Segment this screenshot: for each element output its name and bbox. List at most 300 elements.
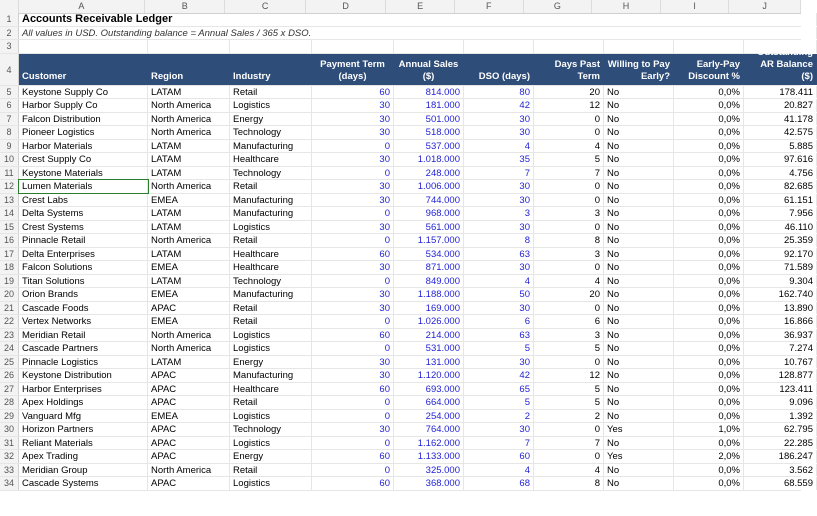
table-cell[interactable]: Pinnacle Logistics xyxy=(19,356,148,369)
table-cell[interactable]: 30 xyxy=(464,194,534,207)
table-cell[interactable]: Vanguard Mfg xyxy=(19,410,148,423)
table-cell[interactable]: 0,0% xyxy=(674,261,744,274)
table-cell[interactable]: Retail xyxy=(230,180,312,193)
table-cell[interactable]: 42 xyxy=(464,99,534,112)
row-number-16[interactable]: 16 xyxy=(0,234,19,247)
table-cell[interactable]: 6 xyxy=(464,315,534,328)
table-cell[interactable]: Cascade Foods xyxy=(19,302,148,315)
column-header-e[interactable]: E xyxy=(386,0,455,13)
table-cell[interactable]: 0 xyxy=(312,234,394,247)
table-cell[interactable]: No xyxy=(604,99,674,112)
column-title[interactable]: Customer xyxy=(19,54,148,85)
empty-cell[interactable] xyxy=(674,40,744,53)
table-cell[interactable]: 744.000 xyxy=(394,194,464,207)
table-cell[interactable]: 0,0% xyxy=(674,221,744,234)
table-cell[interactable]: 0 xyxy=(312,315,394,328)
table-cell[interactable]: 0,0% xyxy=(674,356,744,369)
table-cell[interactable]: 0 xyxy=(534,221,604,234)
column-title[interactable]: DSO (days) xyxy=(464,54,534,85)
table-cell[interactable]: 30 xyxy=(312,180,394,193)
row-number-23[interactable]: 23 xyxy=(0,329,19,342)
table-cell[interactable]: No xyxy=(604,167,674,180)
table-cell[interactable]: LATAM xyxy=(148,248,230,261)
table-cell[interactable]: 1.133.000 xyxy=(394,450,464,463)
table-cell[interactable]: Retail xyxy=(230,86,312,99)
table-cell[interactable]: 1.188.000 xyxy=(394,288,464,301)
table-cell[interactable]: 5 xyxy=(534,342,604,355)
table-cell[interactable]: 60 xyxy=(312,383,394,396)
table-cell[interactable]: 1.026.000 xyxy=(394,315,464,328)
table-cell[interactable]: Keystone Materials xyxy=(19,167,148,180)
table-cell[interactable]: 63 xyxy=(464,329,534,342)
table-cell[interactable]: 501.000 xyxy=(394,113,464,126)
table-cell[interactable]: 0 xyxy=(534,261,604,274)
table-cell[interactable]: 4 xyxy=(534,275,604,288)
table-cell[interactable]: LATAM xyxy=(148,167,230,180)
table-cell[interactable]: Energy xyxy=(230,356,312,369)
table-cell[interactable]: 5 xyxy=(464,342,534,355)
table-cell[interactable]: EMEA xyxy=(148,315,230,328)
table-cell[interactable]: 0,0% xyxy=(674,99,744,112)
column-header-j[interactable]: J xyxy=(729,0,801,13)
table-cell[interactable]: APAC xyxy=(148,423,230,436)
table-cell[interactable]: No xyxy=(604,288,674,301)
table-cell[interactable]: 1.006.000 xyxy=(394,180,464,193)
table-cell[interactable]: 3 xyxy=(534,207,604,220)
table-cell[interactable]: 63 xyxy=(464,248,534,261)
table-cell[interactable]: 30 xyxy=(312,288,394,301)
table-cell[interactable]: Manufacturing xyxy=(230,369,312,382)
table-cell[interactable]: 0,0% xyxy=(674,383,744,396)
table-cell[interactable]: LATAM xyxy=(148,86,230,99)
table-cell[interactable]: 68 xyxy=(464,477,534,490)
table-cell[interactable]: Delta Systems xyxy=(19,207,148,220)
table-cell[interactable]: 68.559 xyxy=(744,477,817,490)
table-cell[interactable]: 35 xyxy=(464,153,534,166)
table-cell[interactable]: 8 xyxy=(464,234,534,247)
table-cell[interactable]: 60 xyxy=(312,450,394,463)
table-cell[interactable]: 1,0% xyxy=(674,423,744,436)
table-cell[interactable]: 0 xyxy=(312,140,394,153)
table-cell[interactable]: No xyxy=(604,248,674,261)
table-cell[interactable]: 16.866 xyxy=(744,315,817,328)
table-cell[interactable]: No xyxy=(604,396,674,409)
table-cell[interactable]: Pinnacle Retail xyxy=(19,234,148,247)
column-title[interactable]: Outstanding AR Balance ($) xyxy=(744,54,817,85)
row-number-17[interactable]: 17 xyxy=(0,248,19,261)
table-cell[interactable]: 30 xyxy=(464,423,534,436)
table-cell[interactable]: 30 xyxy=(312,99,394,112)
table-cell[interactable]: Logistics xyxy=(230,99,312,112)
table-cell[interactable]: No xyxy=(604,180,674,193)
table-cell[interactable]: Harbor Supply Co xyxy=(19,99,148,112)
table-cell[interactable]: APAC xyxy=(148,383,230,396)
table-cell[interactable]: 71.589 xyxy=(744,261,817,274)
table-cell[interactable]: No xyxy=(604,369,674,382)
table-cell[interactable]: Logistics xyxy=(230,477,312,490)
table-cell[interactable]: No xyxy=(604,302,674,315)
table-cell[interactable]: 8 xyxy=(534,477,604,490)
row-number-12[interactable]: 12 xyxy=(0,180,19,193)
table-cell[interactable]: 30 xyxy=(464,126,534,139)
column-header-i[interactable]: I xyxy=(661,0,730,13)
table-cell[interactable]: Yes xyxy=(604,450,674,463)
table-cell[interactable]: 30 xyxy=(464,302,534,315)
table-cell[interactable]: 162.740 xyxy=(744,288,817,301)
table-cell[interactable]: North America xyxy=(148,99,230,112)
table-cell[interactable]: 178.411 xyxy=(744,86,817,99)
table-cell[interactable]: 1.157.000 xyxy=(394,234,464,247)
table-cell[interactable]: 30 xyxy=(312,369,394,382)
table-cell[interactable]: 214.000 xyxy=(394,329,464,342)
table-cell[interactable]: No xyxy=(604,234,674,247)
table-cell[interactable]: 13.890 xyxy=(744,302,817,315)
table-cell[interactable]: 4 xyxy=(464,275,534,288)
row-number-3[interactable]: 3 xyxy=(0,40,19,53)
table-cell[interactable]: 518.000 xyxy=(394,126,464,139)
table-cell[interactable]: North America xyxy=(148,113,230,126)
table-cell[interactable]: 36.937 xyxy=(744,329,817,342)
table-cell[interactable]: 30 xyxy=(464,356,534,369)
row-number-34[interactable]: 34 xyxy=(0,477,19,490)
table-cell[interactable]: 2 xyxy=(534,410,604,423)
table-cell[interactable]: Healthcare xyxy=(230,248,312,261)
table-cell[interactable]: 62.795 xyxy=(744,423,817,436)
table-cell[interactable]: 82.685 xyxy=(744,180,817,193)
table-cell[interactable]: No xyxy=(604,221,674,234)
table-cell[interactable]: 30 xyxy=(464,221,534,234)
column-title[interactable]: Willing to Pay Early? xyxy=(604,54,674,85)
table-cell[interactable]: No xyxy=(604,410,674,423)
table-cell[interactable]: 0,0% xyxy=(674,248,744,261)
row-number-30[interactable]: 30 xyxy=(0,423,19,436)
table-cell[interactable]: No xyxy=(604,477,674,490)
table-cell[interactable]: 12 xyxy=(534,99,604,112)
table-cell[interactable]: 25.359 xyxy=(744,234,817,247)
table-cell[interactable]: 0 xyxy=(312,464,394,477)
table-cell[interactable]: EMEA xyxy=(148,288,230,301)
table-cell[interactable]: 9.304 xyxy=(744,275,817,288)
table-cell[interactable]: 0,0% xyxy=(674,207,744,220)
table-cell[interactable]: Meridian Group xyxy=(19,464,148,477)
column-header-h[interactable]: H xyxy=(592,0,661,13)
table-cell[interactable]: 0,0% xyxy=(674,396,744,409)
table-cell[interactable]: Logistics xyxy=(230,410,312,423)
table-cell[interactable]: 1.018.000 xyxy=(394,153,464,166)
table-cell[interactable]: 3 xyxy=(464,207,534,220)
table-cell[interactable]: Logistics xyxy=(230,221,312,234)
table-cell[interactable]: 12 xyxy=(534,369,604,382)
table-cell[interactable]: 0 xyxy=(534,302,604,315)
table-cell[interactable]: EMEA xyxy=(148,410,230,423)
table-cell[interactable]: Cascade Partners xyxy=(19,342,148,355)
table-cell[interactable]: Keystone Distribution xyxy=(19,369,148,382)
column-title[interactable]: Industry xyxy=(230,54,312,85)
column-title[interactable]: Region xyxy=(148,54,230,85)
table-cell[interactable]: No xyxy=(604,261,674,274)
table-cell[interactable]: No xyxy=(604,329,674,342)
empty-cell[interactable] xyxy=(534,40,604,53)
table-cell[interactable]: 9.096 xyxy=(744,396,817,409)
table-cell[interactable]: Keystone Supply Co xyxy=(19,86,148,99)
table-cell[interactable]: 30 xyxy=(312,153,394,166)
row-number-7[interactable]: 7 xyxy=(0,113,19,126)
table-cell[interactable]: Pioneer Logistics xyxy=(19,126,148,139)
table-cell[interactable]: 4 xyxy=(534,140,604,153)
table-cell[interactable]: 0,0% xyxy=(674,477,744,490)
table-cell[interactable]: Manufacturing xyxy=(230,288,312,301)
table-cell[interactable]: No xyxy=(604,194,674,207)
table-cell[interactable]: 0 xyxy=(534,356,604,369)
table-cell[interactable]: APAC xyxy=(148,302,230,315)
table-cell[interactable]: 22.285 xyxy=(744,437,817,450)
row-number-29[interactable]: 29 xyxy=(0,410,19,423)
table-cell[interactable]: No xyxy=(604,315,674,328)
table-cell[interactable]: Harbor Enterprises xyxy=(19,383,148,396)
table-cell[interactable]: 4.756 xyxy=(744,167,817,180)
table-cell[interactable]: No xyxy=(604,140,674,153)
table-cell[interactable]: 0,0% xyxy=(674,126,744,139)
sheet-title[interactable]: Accounts Receivable Ledger xyxy=(19,13,817,26)
table-cell[interactable]: 30 xyxy=(312,113,394,126)
table-cell[interactable]: 30 xyxy=(312,356,394,369)
table-cell[interactable]: 61.151 xyxy=(744,194,817,207)
row-number-26[interactable]: 26 xyxy=(0,369,19,382)
table-cell[interactable]: No xyxy=(604,437,674,450)
table-cell[interactable]: 0 xyxy=(312,396,394,409)
table-cell[interactable]: Technology xyxy=(230,423,312,436)
table-cell[interactable]: 30 xyxy=(312,302,394,315)
column-header-b[interactable]: B xyxy=(145,0,225,13)
table-cell[interactable]: 0 xyxy=(312,437,394,450)
table-cell[interactable]: 92.170 xyxy=(744,248,817,261)
table-cell[interactable]: North America xyxy=(148,329,230,342)
table-cell[interactable]: 871.000 xyxy=(394,261,464,274)
column-title[interactable]: Annual Sales ($) xyxy=(394,54,464,85)
table-cell[interactable]: 1.162.000 xyxy=(394,437,464,450)
table-cell[interactable]: Healthcare xyxy=(230,153,312,166)
table-cell[interactable]: No xyxy=(604,113,674,126)
table-cell[interactable]: 20.827 xyxy=(744,99,817,112)
table-cell[interactable]: 97.616 xyxy=(744,153,817,166)
table-cell[interactable]: 5.885 xyxy=(744,140,817,153)
table-cell[interactable]: 5 xyxy=(464,396,534,409)
table-cell[interactable]: 30 xyxy=(312,126,394,139)
sheet-subtitle[interactable]: All values in USD. Outstanding balance = Annual Sales / 365 x DSO. xyxy=(19,27,817,40)
table-cell[interactable]: 60 xyxy=(312,248,394,261)
column-header-d[interactable]: D xyxy=(306,0,386,13)
empty-cell[interactable] xyxy=(19,40,148,53)
table-cell[interactable]: 169.000 xyxy=(394,302,464,315)
table-cell[interactable]: Orion Brands xyxy=(19,288,148,301)
row-number-2[interactable]: 2 xyxy=(0,27,19,40)
empty-cell[interactable] xyxy=(394,40,464,53)
table-cell[interactable]: EMEA xyxy=(148,194,230,207)
table-cell[interactable]: 4 xyxy=(464,140,534,153)
table-cell[interactable]: 0,0% xyxy=(674,167,744,180)
column-header-a[interactable]: A xyxy=(19,0,145,13)
table-cell[interactable]: North America xyxy=(148,180,230,193)
table-cell[interactable]: Crest Systems xyxy=(19,221,148,234)
table-cell[interactable]: 0 xyxy=(312,410,394,423)
table-cell[interactable]: 0,0% xyxy=(674,180,744,193)
table-cell[interactable]: 693.000 xyxy=(394,383,464,396)
table-cell[interactable]: Logistics xyxy=(230,342,312,355)
table-cell[interactable]: APAC xyxy=(148,437,230,450)
table-cell[interactable]: Healthcare xyxy=(230,383,312,396)
table-cell[interactable]: 60 xyxy=(464,450,534,463)
table-cell[interactable]: 60 xyxy=(312,86,394,99)
table-cell[interactable]: 537.000 xyxy=(394,140,464,153)
table-cell[interactable]: 764.000 xyxy=(394,423,464,436)
table-cell[interactable]: 561.000 xyxy=(394,221,464,234)
table-cell[interactable]: 1.392 xyxy=(744,410,817,423)
row-number-10[interactable]: 10 xyxy=(0,153,19,166)
table-cell[interactable]: 123.411 xyxy=(744,383,817,396)
table-cell[interactable]: 4 xyxy=(534,464,604,477)
table-cell[interactable]: Titan Solutions xyxy=(19,275,148,288)
table-cell[interactable]: Technology xyxy=(230,275,312,288)
table-cell[interactable]: Cascade Systems xyxy=(19,477,148,490)
table-cell[interactable]: Retail xyxy=(230,302,312,315)
row-number-28[interactable]: 28 xyxy=(0,396,19,409)
table-cell[interactable]: No xyxy=(604,153,674,166)
table-cell[interactable]: 6 xyxy=(534,315,604,328)
table-cell[interactable]: 0 xyxy=(312,167,394,180)
column-header-c[interactable]: C xyxy=(225,0,305,13)
table-cell[interactable]: 0,0% xyxy=(674,288,744,301)
table-cell[interactable]: 534.000 xyxy=(394,248,464,261)
table-cell[interactable]: Vertex Networks xyxy=(19,315,148,328)
table-cell[interactable]: 7.956 xyxy=(744,207,817,220)
table-cell[interactable]: 80 xyxy=(464,86,534,99)
table-cell[interactable]: APAC xyxy=(148,396,230,409)
row-number-1[interactable]: 1 xyxy=(0,13,19,26)
row-number-20[interactable]: 20 xyxy=(0,288,19,301)
table-cell[interactable]: 8 xyxy=(534,234,604,247)
table-cell[interactable]: Energy xyxy=(230,113,312,126)
table-cell[interactable]: 0,0% xyxy=(674,153,744,166)
table-cell[interactable]: Technology xyxy=(230,126,312,139)
table-cell[interactable]: 7 xyxy=(534,167,604,180)
table-cell[interactable]: 0,0% xyxy=(674,140,744,153)
table-cell[interactable]: 2 xyxy=(464,410,534,423)
table-cell[interactable]: No xyxy=(604,126,674,139)
empty-cell[interactable] xyxy=(464,40,534,53)
table-cell[interactable]: 128.877 xyxy=(744,369,817,382)
table-cell[interactable]: No xyxy=(604,86,674,99)
row-number-19[interactable]: 19 xyxy=(0,275,19,288)
empty-cell[interactable] xyxy=(148,40,230,53)
row-number-18[interactable]: 18 xyxy=(0,261,19,274)
table-cell[interactable]: Lumen Materials xyxy=(19,180,148,193)
table-cell[interactable]: 186.247 xyxy=(744,450,817,463)
table-cell[interactable]: 0,0% xyxy=(674,194,744,207)
table-cell[interactable]: Delta Enterprises xyxy=(19,248,148,261)
table-cell[interactable]: 5 xyxy=(534,383,604,396)
table-cell[interactable]: 10.767 xyxy=(744,356,817,369)
table-cell[interactable]: 4 xyxy=(464,464,534,477)
table-cell[interactable]: Manufacturing xyxy=(230,140,312,153)
table-cell[interactable]: 0,0% xyxy=(674,329,744,342)
table-cell[interactable]: 0 xyxy=(534,113,604,126)
table-cell[interactable]: 0,0% xyxy=(674,369,744,382)
table-cell[interactable]: Retail xyxy=(230,315,312,328)
table-cell[interactable]: 7.274 xyxy=(744,342,817,355)
table-cell[interactable]: 0,0% xyxy=(674,464,744,477)
table-cell[interactable]: LATAM xyxy=(148,207,230,220)
table-cell[interactable]: Apex Trading xyxy=(19,450,148,463)
table-cell[interactable]: Meridian Retail xyxy=(19,329,148,342)
table-cell[interactable]: 1.120.000 xyxy=(394,369,464,382)
table-cell[interactable]: 30 xyxy=(312,261,394,274)
table-cell[interactable]: 65 xyxy=(464,383,534,396)
row-number-27[interactable]: 27 xyxy=(0,383,19,396)
table-cell[interactable]: 849.000 xyxy=(394,275,464,288)
table-cell[interactable]: 254.000 xyxy=(394,410,464,423)
table-cell[interactable]: 368.000 xyxy=(394,477,464,490)
empty-cell[interactable] xyxy=(604,40,674,53)
table-cell[interactable]: North America xyxy=(148,234,230,247)
table-cell[interactable]: No xyxy=(604,275,674,288)
table-cell[interactable]: 0,0% xyxy=(674,410,744,423)
table-cell[interactable]: Technology xyxy=(230,167,312,180)
table-cell[interactable]: 42 xyxy=(464,369,534,382)
table-cell[interactable]: Apex Holdings xyxy=(19,396,148,409)
table-cell[interactable]: 0,0% xyxy=(674,315,744,328)
table-cell[interactable]: 60 xyxy=(312,477,394,490)
table-cell[interactable]: 181.000 xyxy=(394,99,464,112)
table-cell[interactable]: 0,0% xyxy=(674,302,744,315)
table-cell[interactable]: 30 xyxy=(464,180,534,193)
table-cell[interactable]: 0,0% xyxy=(674,437,744,450)
row-number-22[interactable]: 22 xyxy=(0,315,19,328)
table-cell[interactable]: Crest Supply Co xyxy=(19,153,148,166)
table-cell[interactable]: No xyxy=(604,342,674,355)
table-cell[interactable]: 42.575 xyxy=(744,126,817,139)
table-cell[interactable]: 3 xyxy=(534,329,604,342)
table-cell[interactable]: Healthcare xyxy=(230,261,312,274)
row-number-15[interactable]: 15 xyxy=(0,221,19,234)
table-cell[interactable]: 0 xyxy=(312,342,394,355)
table-cell[interactable]: 7 xyxy=(534,437,604,450)
table-cell[interactable]: Retail xyxy=(230,464,312,477)
table-cell[interactable]: 20 xyxy=(534,86,604,99)
table-cell[interactable]: 3.562 xyxy=(744,464,817,477)
table-cell[interactable]: 325.000 xyxy=(394,464,464,477)
table-cell[interactable]: 7 xyxy=(464,437,534,450)
table-cell[interactable]: 30 xyxy=(312,221,394,234)
row-number-25[interactable]: 25 xyxy=(0,356,19,369)
row-number-14[interactable]: 14 xyxy=(0,207,19,220)
table-cell[interactable]: 2,0% xyxy=(674,450,744,463)
column-header-f[interactable]: F xyxy=(455,0,524,13)
table-cell[interactable]: Logistics xyxy=(230,329,312,342)
table-cell[interactable]: 0 xyxy=(312,275,394,288)
table-cell[interactable]: Retail xyxy=(230,234,312,247)
table-cell[interactable]: 46.110 xyxy=(744,221,817,234)
table-cell[interactable]: Retail xyxy=(230,396,312,409)
row-number-21[interactable]: 21 xyxy=(0,302,19,315)
table-cell[interactable]: Crest Labs xyxy=(19,194,148,207)
table-cell[interactable]: 41.178 xyxy=(744,113,817,126)
table-cell[interactable]: 20 xyxy=(534,288,604,301)
table-cell[interactable]: 814.000 xyxy=(394,86,464,99)
table-cell[interactable]: Energy xyxy=(230,450,312,463)
table-cell[interactable]: 30 xyxy=(464,113,534,126)
table-cell[interactable]: 5 xyxy=(534,153,604,166)
row-number-6[interactable]: 6 xyxy=(0,99,19,112)
